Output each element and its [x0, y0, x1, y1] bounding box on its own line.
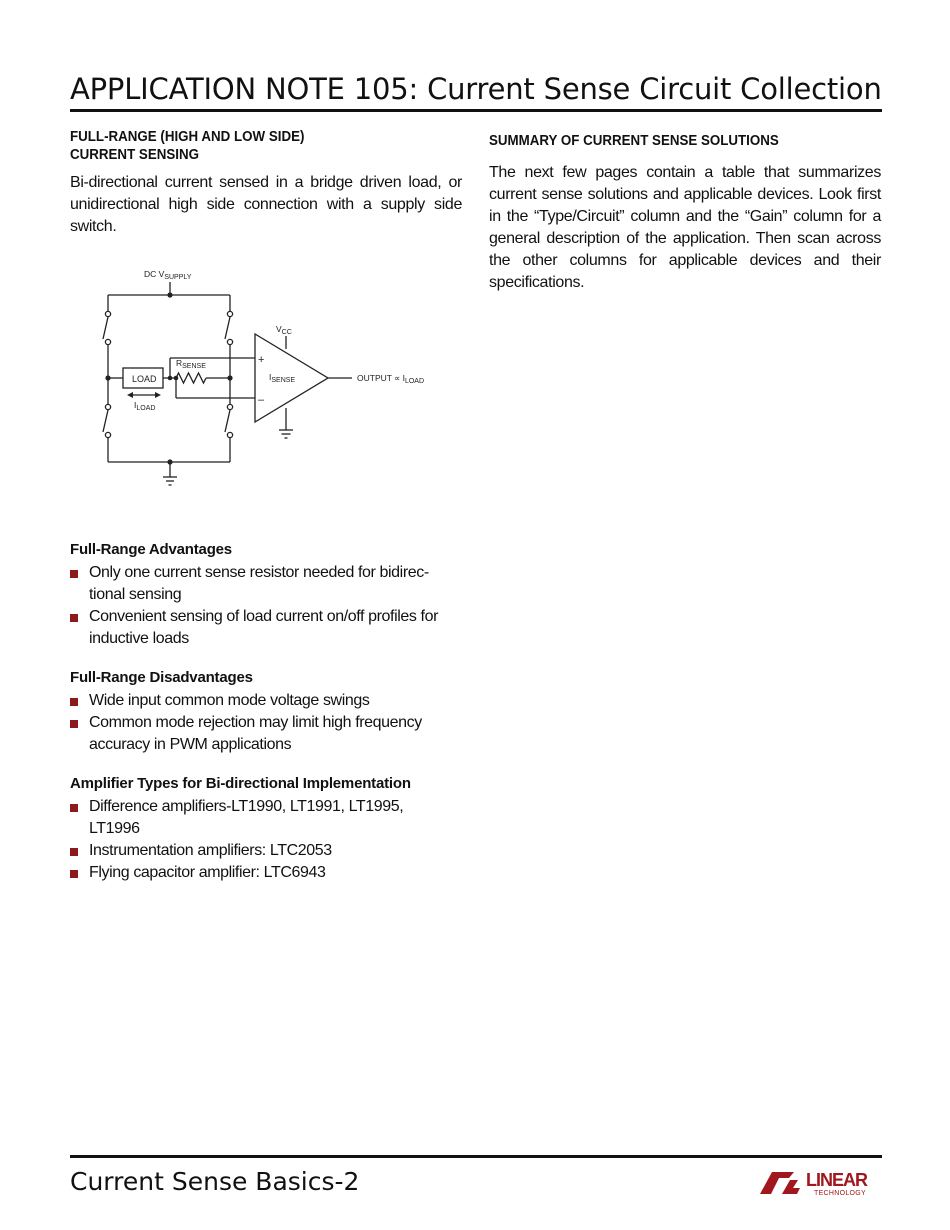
svg-text:RSENSE [176, 358, 206, 370]
list-item: Wide input common mode voltage swings [70, 690, 462, 712]
footer-rule [70, 1155, 882, 1158]
amplifier-types-list [70, 796, 462, 884]
rsense-label: R [176, 358, 183, 368]
list-item: Difference amplifiers-LT1990, LT1991, LT1995, LT1996 [70, 796, 462, 840]
supply-label: DC V [144, 269, 165, 279]
advantages-list [70, 562, 462, 650]
full-range-intro: Bi-directional current sensed in a bridge driven load, or unidirectional high side connection with a supply side switch. [70, 174, 462, 235]
advantages-heading: Full-Range Advantages [70, 541, 232, 558]
iload-sub: LOAD [136, 405, 156, 412]
bridge-circuit-diagram [70, 262, 462, 502]
section-heading-full-range: FULL-RANGE (HIGH AND LOW SIDE) CURRENT SENSING [70, 129, 305, 163]
disadvantages-block [70, 668, 462, 756]
list-item: Convenient sensing of load current on/off profiles for inductive loads [70, 606, 462, 650]
list-item: Flying capacitor amplifier: LTC6943 [70, 862, 462, 884]
list-item: Only one current sense resistor needed for bidirec- tional sensing [70, 562, 462, 606]
output-label: OUTPUT ∝ I [357, 373, 405, 383]
logo-subtitle: TECHNOLOGY [814, 1190, 867, 1197]
left-column [70, 128, 462, 884]
isense-sub: SENSE [271, 377, 296, 384]
rsense-sub: SENSE [182, 363, 206, 370]
isense-label: I [269, 372, 272, 382]
amp-plus-label: + [258, 354, 265, 366]
supply-sub: SUPPLY [164, 274, 192, 281]
amplifier-types-heading: Amplifier Types for Bi-directional Implementation [70, 775, 411, 792]
logo-wordmark: LINEAR [806, 1170, 867, 1190]
amplifier-types-block [70, 774, 462, 884]
list-item: Instrumentation amplifiers: LTC2053 [70, 840, 462, 862]
right-column [489, 128, 881, 294]
linear-technology-logo [760, 1166, 882, 1198]
disadvantages-heading: Full-Range Disadvantages [70, 669, 253, 686]
svg-text:VCC [276, 324, 292, 336]
advantages-block [70, 540, 462, 650]
output-sub: LOAD [404, 378, 425, 385]
header-rule [70, 109, 882, 112]
list-item: Common mode rejection may limit high frequency accuracy in PWM applications [70, 712, 462, 756]
vcc-sub: CC [281, 329, 292, 336]
disadvantages-list [70, 690, 462, 756]
section-heading-summary: SUMMARY OF CURRENT SENSE SOLUTIONS [489, 133, 779, 149]
load-box-label: LOAD [132, 374, 157, 384]
page-header-title: APPLICATION NOTE 105: Current Sense Circuit Collection [70, 72, 882, 106]
summary-body: The next few pages contain a table that summarizes current sense solutions and applicable devices. Look first in the “Type/Circuit” column and the “Gain” column for a general description of the application. Then scan across the other columns for applicable devices and their specifications. [489, 164, 881, 291]
vcc-label: V [276, 324, 282, 334]
svg-text:OUTPUT ∝ ILOAD [357, 373, 424, 385]
svg-text:ILOAD [134, 400, 155, 412]
amp-minus-label: – [258, 394, 265, 406]
svg-text:DC VSUPPLY [144, 269, 192, 281]
footer-title: Current Sense Basics-2 [70, 1167, 360, 1196]
iload-label: I [134, 400, 137, 410]
